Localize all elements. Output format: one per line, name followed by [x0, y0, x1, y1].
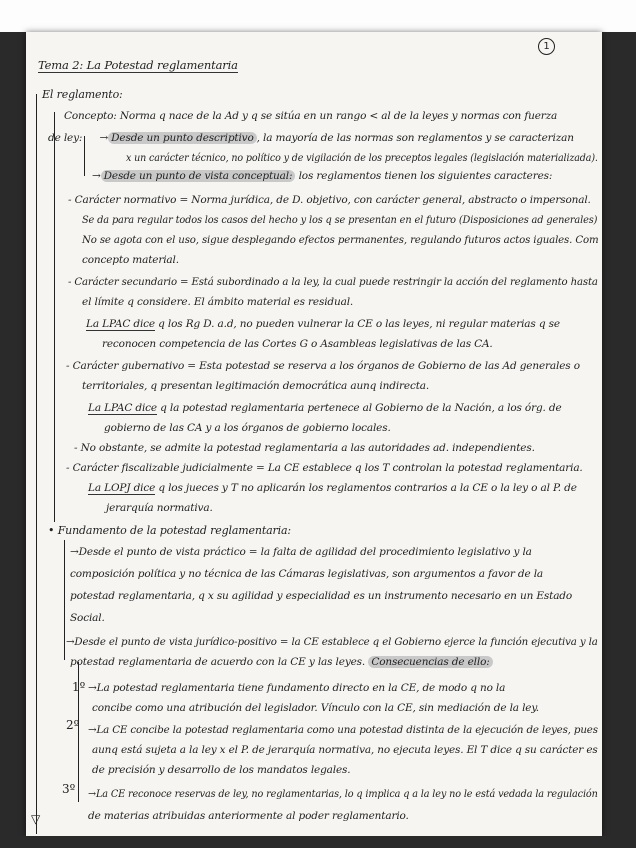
- secundario-line4: reconocen competencia de las Cortes G o Asambleas legislativas de las CA.: [102, 338, 493, 350]
- normativo-line3: No se agota con el uso, sigue desplegando efectos permanentes, regulando futuros actos iguales. Com: [82, 234, 599, 246]
- practico-line3: potestad reglamentaria, q x su agilidad y especialidad es un instrumento necesario en un Estado: [70, 590, 573, 602]
- practico-line2: composición política y no técnica de las Cámaras legislativas, son argumentos a favor de la: [70, 568, 544, 580]
- consecuencia-number-2: 2º: [66, 718, 80, 732]
- concepto-line2: de ley: → Desde un punto descriptivo , la mayoría de las normas son reglamentos y se caracterizan: [48, 132, 574, 144]
- consecuencia-1-line2: concibe como una atribución del legislador. Vínculo con la CE, sin mediación de la ley.: [92, 702, 539, 714]
- fiscalizable-line2: La LOPJ dice q los jueces y T no aplicarán los reglamentos contrarios a la CE o la ley o al P. de: [88, 482, 577, 494]
- gubernativo-line4: gobierno de las CA y a los órganos de gobierno locales.: [104, 422, 391, 434]
- notebook-page: [26, 32, 602, 836]
- section-heading-reglamento: El reglamento:: [42, 88, 123, 101]
- gubernativo-line2: territoriales, q presentan legitimación democrática aunq indirecta.: [82, 380, 430, 392]
- consecuencia-2-line3: de precisión y desarrollo de los mandatos legales.: [92, 764, 351, 776]
- juridico-line2: potestad reglamentaria de acuerdo con la CE y las leyes. Consecuencias de ello:: [70, 656, 493, 668]
- consecuencia-number-3: 3º: [62, 782, 76, 796]
- consecuencia-3-line1: →La CE reconoce reservas de ley, no reglamentarias, lo q implica q a la ley no le está vedada la regulación: [88, 788, 598, 800]
- consecuencia-number-1: 1º: [72, 680, 86, 694]
- juridico-line1: →Desde el punto de vista jurídico-positivo = la CE establece q el Gobierno ejerce la función ejecutiva y la: [66, 636, 598, 648]
- gubernativo-line1: - Carácter gubernativo = Esta potestad se reserva a los órganos de Gobierno de las Ad generales o: [66, 360, 580, 372]
- gubernativo-line3: La LPAC dice q la potestad reglamentaria pertenece al Gobierno de la Nación, a los órg. de: [88, 402, 562, 414]
- consecuencia-2-line2: aunq está sujeta a la ley x el P. de jerarquía normativa, no ejecuta leyes. El T dice q su carácter es: [92, 744, 598, 756]
- outline-bracket-main: [36, 94, 37, 834]
- secundario-line2: el límite q considere. El ámbito material es residual.: [82, 296, 354, 308]
- practico-line1: →Desde el punto de vista práctico = la falta de agilidad del procedimiento legislativo y la: [70, 546, 532, 558]
- bottom-margin: [0, 836, 636, 848]
- concepto-line1: Concepto: Norma q nace de la Ad y q se sitúa en un rango < al de la leyes y normas con fuerza: [64, 110, 558, 122]
- down-arrow-icon: ▽: [31, 812, 41, 826]
- concepto-line3: x un carácter técnico, no político y de vigilación de los preceptos legales (legislación materializada).: [126, 152, 598, 164]
- consecuencia-3-line2: de materias atribuidas anteriormente al poder reglamentario.: [88, 810, 409, 822]
- secundario-line3: La LPAC dice q los Rg D. a.d, no pueden vulnerar la CE o las leyes, ni regular materias q se: [86, 318, 560, 330]
- normativo-line4: concepto material.: [82, 254, 179, 266]
- normativo-line2: Se da para regular todos los casos del hecho y los q se presentan en el futuro (Disposiciones ad generales): [82, 214, 598, 226]
- gubernativo-line5: - No obstante, se admite la potestad reglamentaria a las autoridades ad. independientes.: [74, 442, 535, 454]
- outline-bracket-concept: [54, 112, 55, 522]
- consecuencia-2-line1: →La CE concibe la potestad reglamentaria como una potestad distinta de la ejecución de leyes, pues: [88, 724, 598, 736]
- practico-line4: Social.: [70, 612, 105, 624]
- section-heading-fundamento: • Fundamento de la potestad reglamentaria:: [48, 524, 291, 537]
- fiscalizable-line3: jerarquía normativa.: [106, 502, 213, 514]
- page-title: Tema 2: La Potestad reglamentaria: [38, 58, 238, 72]
- top-margin: [0, 0, 636, 32]
- concepto-line4: → Desde un punto de vista conceptual: los reglamentos tienen los siguientes caracteres:: [92, 170, 553, 182]
- fiscalizable-line1: - Carácter fiscalizable judicialmente = La CE establece q los T controlan la potestad reglamentaria.: [66, 462, 583, 474]
- consecuencia-1-line1: →La potestad reglamentaria tiene fundamento directo en la CE, de modo q no la: [88, 682, 506, 694]
- page-number: 1: [538, 38, 555, 55]
- normativo-line1: - Carácter normativo = Norma jurídica, de D. objetivo, con carácter general, abstracto o impersonal.: [68, 194, 591, 206]
- secundario-line1: - Carácter secundario = Está subordinado a la ley, la cual puede restringir la acción del reglamento hasta: [68, 276, 598, 288]
